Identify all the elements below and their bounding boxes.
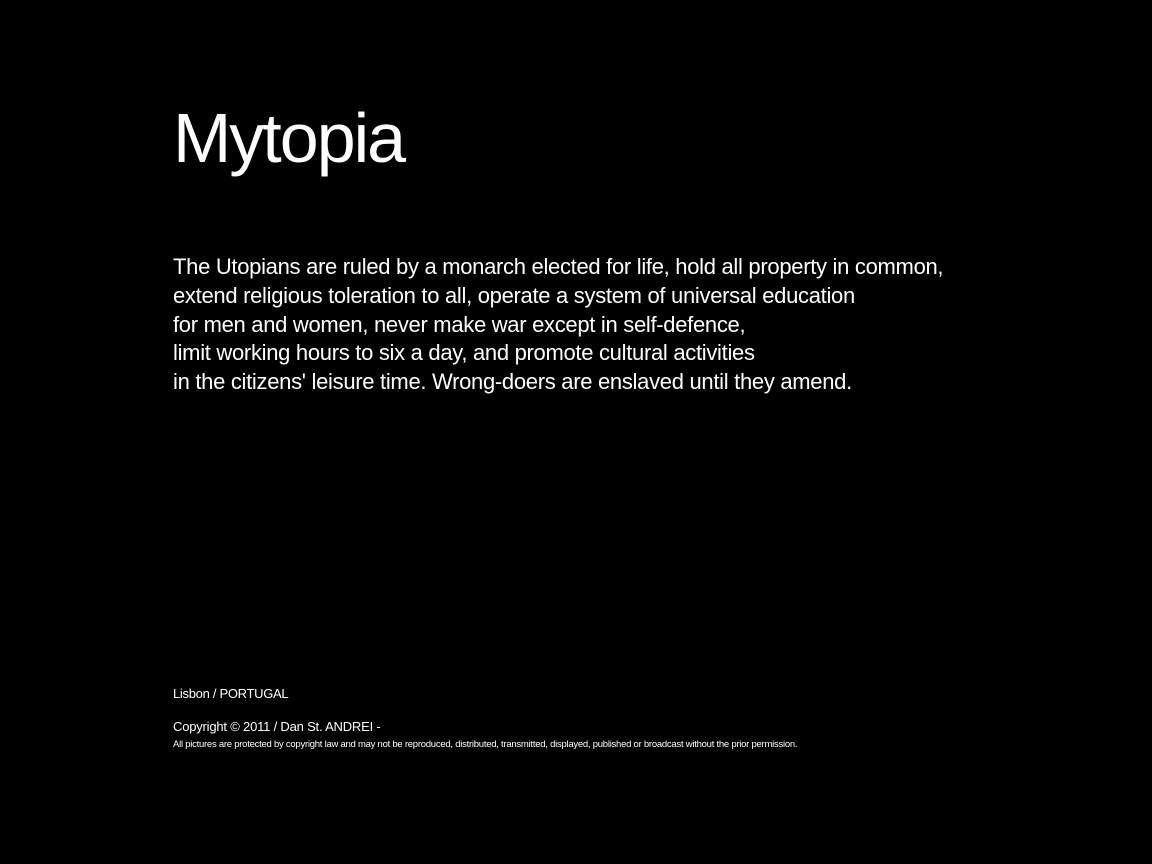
location-text: Lisbon / PORTUGAL [173, 686, 289, 701]
description-line-3: for men and women, never make war except in self-defence, [173, 311, 746, 337]
description-line-4: limit working hours to six a day, and promote cultural activities [173, 340, 755, 366]
copyright-text: Copyright © 2011 / Dan St. ANDREI - [173, 719, 381, 734]
copyright-notice: All pictures are protected by copyright law and may not be reproduced, distributed, transmitted, displayed, published or broadcast without the prior permission. [173, 739, 798, 750]
description-line-2: extend religious toleration to all, operate a system of universal education [173, 282, 855, 308]
description-line-5: in the citizens' leisure time. Wrong-doers are enslaved until they amend. [173, 369, 852, 395]
page-content [173, 0, 1073, 864]
description-line-1: The Utopians are ruled by a monarch elected for life, hold all property in common, [173, 254, 944, 279]
page-title: Mytopia [173, 99, 405, 177]
description-paragraph [173, 253, 943, 397]
